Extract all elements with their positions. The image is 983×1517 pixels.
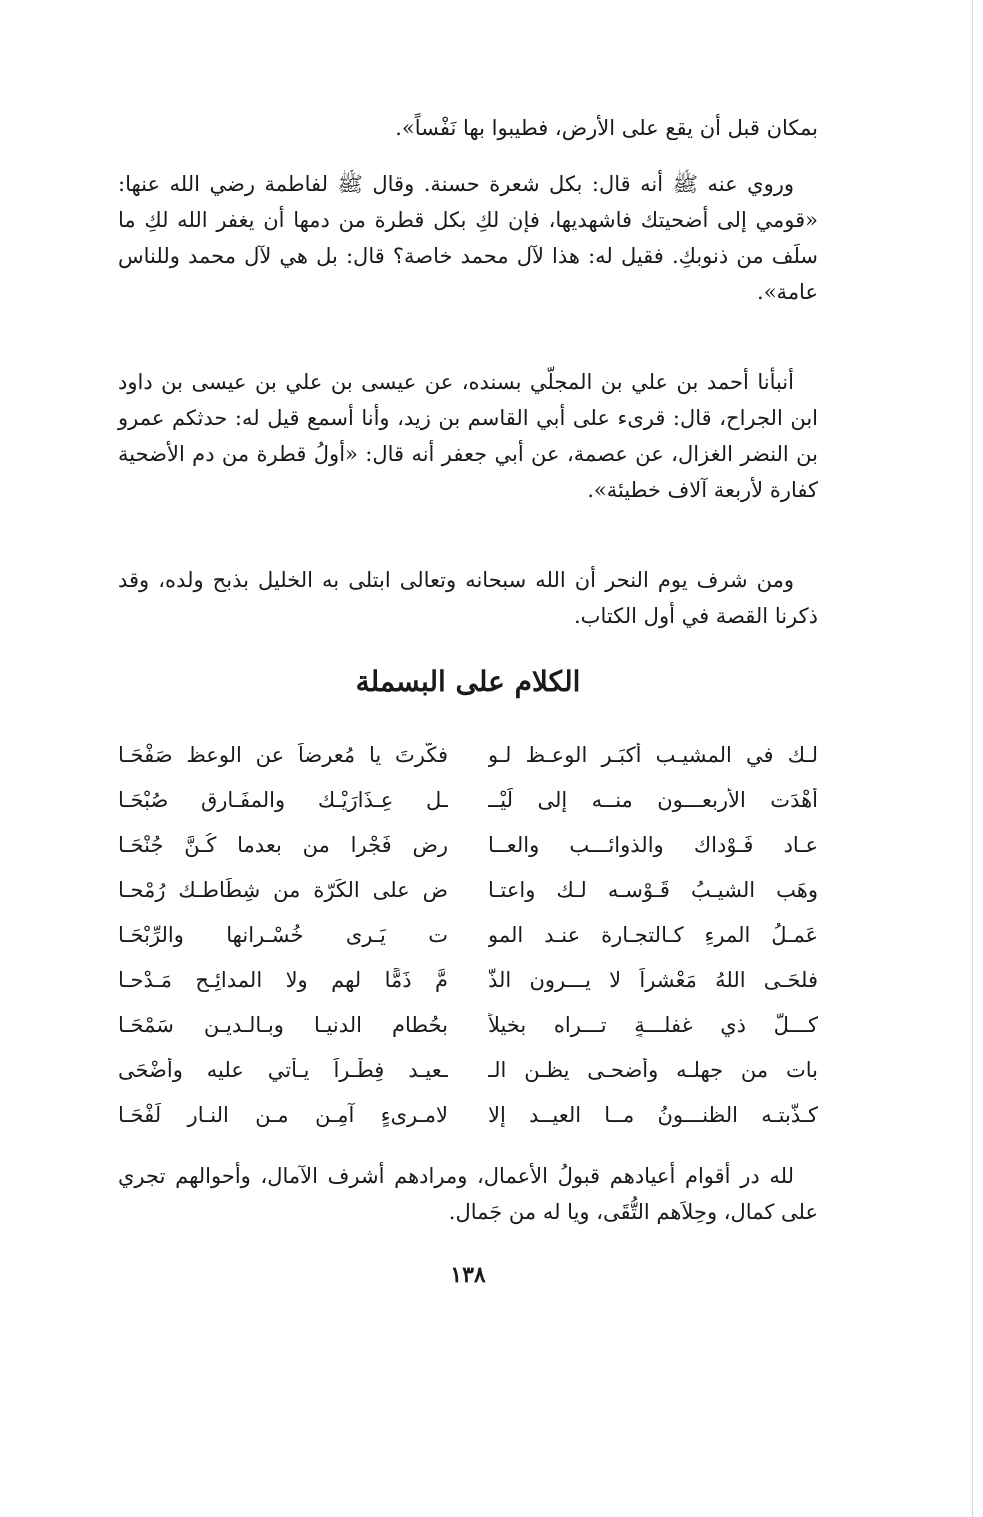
paragraph-1: [118, 110, 818, 146]
poem-verse-second-hemistich: ـعيـد فِطْـراً يـأتي عليه وأضْحَى: [118, 1057, 448, 1082]
poem-verse: [118, 1002, 818, 1047]
poem-verse: [118, 1092, 818, 1137]
poem: [118, 732, 818, 1137]
poem-verse-first-hemistich: عـاد فَـوْداك والذوائـــب والعــا: [488, 832, 818, 857]
paragraph-4-text: ومن شرف يوم النحر أن الله سبحانه وتعالى ابتلى به الخليل بذبح ولده، وقد ذكرنا القصة في أول الكتاب.: [118, 568, 818, 628]
poem-verse-first-hemistich: عَمـلُ المرءِ كـالتجـارة عنـد المو: [488, 922, 818, 947]
paragraph-5: [118, 1158, 818, 1230]
poem-verse: [118, 732, 818, 777]
paragraph-2: [118, 166, 818, 310]
page-number: ١٣٨: [450, 1262, 486, 1288]
poem-verse-second-hemistich: ت يَـرى خُسْـرانها والرِّبْحَـا: [118, 922, 448, 947]
paragraph-3: [118, 364, 818, 508]
paragraph-1-text: بمكان قبل أن يقع على الأرض، فطيبوا بها نَفْساً».: [395, 116, 818, 140]
poem-verse-first-hemistich: كـذَّبتـه الظنـــونُ مــا العيــد إلا: [488, 1102, 818, 1127]
page-edge-line: [972, 0, 973, 1517]
paragraph-3-text: أنبأنا أحمد بن علي بن المجلّي بسنده، عن عيسى بن علي بن عيسى بن داود ابن الجراح، قال: قرىء على أبي القاسم بن زيد، وأنا أسمع قيل له: حدثكم عمرو بن النضر الغزال، عن عصمة، عن أبي جعفر أنه قال: «أولُ قطرة من دم الأضحية كفارة لأربعة آلاف خطيئة».: [118, 370, 818, 502]
section-heading: الكلام على البسملة: [355, 665, 581, 698]
poem-verse-first-hemistich: أهْدَت الأربعـــون منــه إلى لَيْــ: [488, 787, 818, 812]
poem-verse: [118, 1047, 818, 1092]
poem-verse-second-hemistich: رض فَجْرا من بعدما كُـنَّ جُنْحَـا: [118, 832, 448, 857]
poem-verse-second-hemistich: مَّ ذَمًّا لهم ولا المدائِـح مَـدْحـا: [118, 967, 448, 992]
poem-verse-first-hemistich: كـــلُّ ذي غفلـــةٍ تـــراه بخيلاً: [488, 1012, 818, 1037]
poem-verse-second-hemistich: بحُطام الدنيـا وبـالـديـن سَمْحَـا: [118, 1012, 448, 1037]
paragraph-4: [118, 562, 818, 634]
poem-verse-second-hemistich: ض على الكَرّة من شِطَاطـك رُمْحـا: [118, 877, 448, 902]
paragraph-2-text: وروي عنه ﷺ أنه قال: بكل شعرة حسنة. وقال ﷺ لفاطمة رضي الله عنها: «قومي إلى أضحيتك فاشهديها، فإن لكِ بكل قطرة من دمها أن يغفر الله لكِ ما سلَف من ذنوبكِ. فقيل له: هذا لآل محمد خاصة؟ قال: بل هي لآل محمد وللناس عامة».: [118, 172, 818, 304]
poem-verse-second-hemistich: فكَّرتَ يا مُعرضاً عن الوعظ صَفْحَـا: [118, 742, 448, 767]
poem-verse-second-hemistich: لامـرىءٍ آمِـنٍ مـن النـار لَفْحَـا: [118, 1102, 448, 1127]
poem-verse-first-hemistich: بات من جهلـه وأضحـى يظـن الـ: [488, 1057, 818, 1082]
poem-verse: [118, 867, 818, 912]
poem-verse-first-hemistich: فلحَـى اللهُ مَعْشراً لا يـــرون الذَّ: [488, 967, 818, 992]
poem-verse: [118, 957, 818, 1002]
poem-verse-first-hemistich: وهَب الشيـبُ قَـوْسـه لـك واعتـا: [488, 877, 818, 902]
poem-verse-second-hemistich: ـل عِـذَارَيْـك والمفَـارق صُبْحَـا: [118, 787, 448, 812]
poem-verse: [118, 822, 818, 867]
poem-verse-first-hemistich: لـك في المشيـب أكبَـر الوعـظ لـو: [488, 742, 818, 767]
paragraph-5-text: لله در أقوام أعيادهم قبولُ الأعمال، ومرادهم أشرف الآمال، وأحوالهم تجري على كمال، وحِلاَهم التُّقَى، ويا له من جَمال.: [118, 1164, 818, 1224]
poem-verse: [118, 777, 818, 822]
poem-verse: [118, 912, 818, 957]
